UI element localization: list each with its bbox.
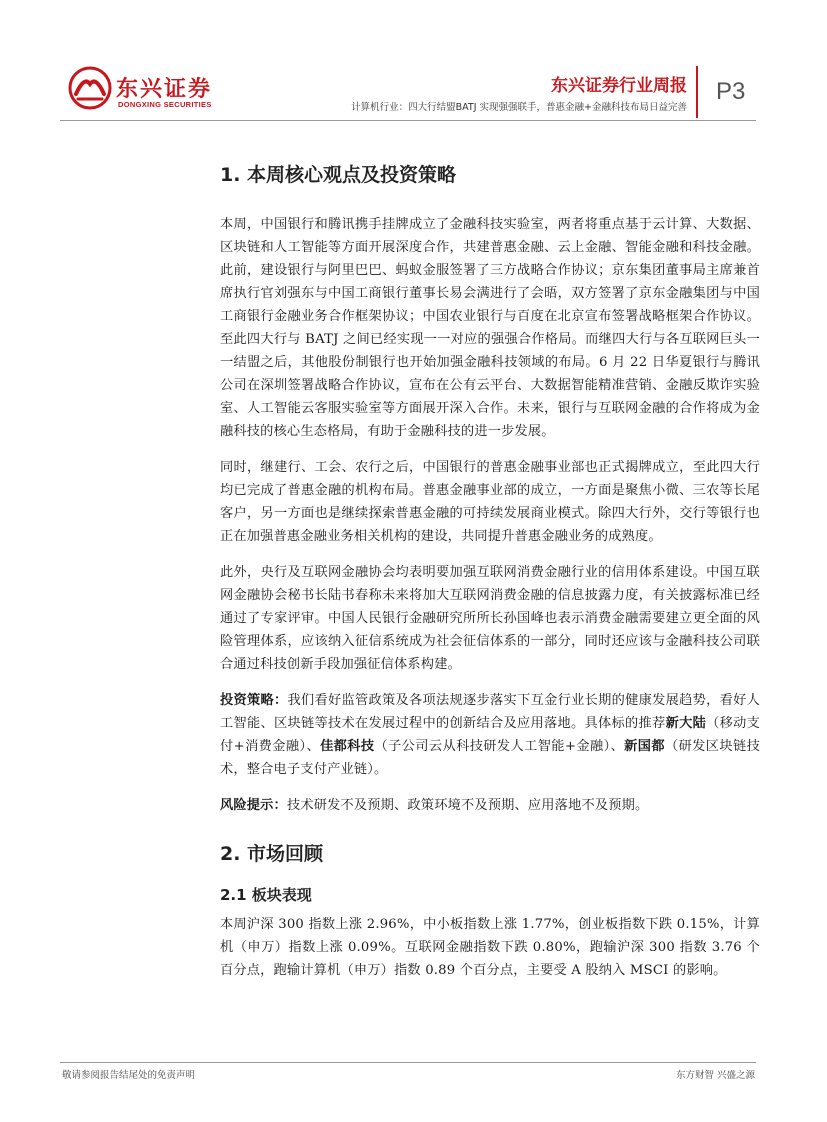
logo-emblem-icon <box>68 66 112 110</box>
paragraph-risk-warning <box>220 794 760 817</box>
paragraph-index-performance: 本周沪深 300 指数上涨 2.96%，中小板指数上涨 1.77%，创业板指数下跌 0.15%，计算机（申万）指数上涨 0.09%。互联网金融指数下跌 0.80%，跑输沪深 300 指数 3.76 个百分点，跑输计算机（申万）指数 0.89 个百分点，主要受 A 股纳入 MSCI 的影响。 <box>220 917 760 978</box>
strategy-text-4: （研发区块链技术，整合电子支付产业链）。 <box>220 739 760 777</box>
paragraph-investment-strategy <box>220 689 760 781</box>
page-number: P3 <box>716 78 746 105</box>
report-body <box>220 140 760 995</box>
risk-label: 风险提示： <box>220 798 287 813</box>
footer-disclaimer: 敬请参阅报告结尾处的免责声明 <box>62 1070 196 1081</box>
stock-xinguodu: 新国都 <box>624 739 665 754</box>
page-header <box>0 0 827 125</box>
strategy-label: 投资策略： <box>220 693 288 708</box>
section-heading-market-review: 2. 市场回顾 <box>220 843 324 865</box>
section-heading-core-views: 1. 本周核心观点及投资策略 <box>220 164 457 186</box>
stock-jiadu: 佳都科技 <box>320 739 375 754</box>
paragraph-credit-system: 此外，央行及互联网金融协会均表明要加强互联网消费金融行业的信用体系建设。中国互联网金融协会秘书长陆书春称未来将加大互联网消费金融的信息披露力度，有关披露标准已经通过了专家评审。中国人民银行金融研究所所长孙国峰也表示消费金融需要建立更全面的风险管理体系，应该纳入征信系统成为社会征信体系的一部分，同时还应该与金融科技公司联合通过科技创新手段加强征信体系构建。 <box>220 565 760 672</box>
header-rule <box>60 120 756 121</box>
strategy-text-2: （移动支付+消费金融）、 <box>220 716 760 754</box>
subsection-heading-sector-performance: 2.1 板块表现 <box>220 886 312 904</box>
paragraph-bank-tech-cooperation: 本周，中国银行和腾讯携手挂牌成立了金融科技实验室，两者将重点基于云计算、大数据、区块链和人工智能等方面开展深度合作，共建普惠金融、云上金融、智能金融和科技金融。此前，建设银行与阿里巴巴、蚂蚁金服签署了三方战略合作协议；京东集团董事局主席兼首席执行官刘强东与中国工商银行董事长易会满进行了会晤，双方签署了京东金融集团与中国工商银行金融业务合作框架协议；中国农业银行与百度在北京宣布签署战略框架合作协议。至此四大行与 BATJ 之间已经实现一一对应的强强合作格局。而继四大行与各互联网巨头一一结盟之后，其他股份制银行也开始加强金融科技领域的布局。6 月 22 日华夏银行与腾讯公司在深圳签署战略合作协议，宣布在公有云平台、大数据智能精准营销、金融反欺诈实验室、人工智能云客服实验室等方面展开深入合作。未来，银行与互联网金融的合作将成为金融科技的核心生态格局，有助于金融科技的进一步发展。 <box>220 217 760 439</box>
risk-text: 技术研发不及预期、政策环境不及预期、应用落地不及预期。 <box>286 798 649 813</box>
logo-text-cn: 东兴证券 <box>116 77 213 102</box>
paragraph-inclusive-finance: 同时，继建行、工会、农行之后，中国银行的普惠金融事业部也正式揭牌成立，至此四大行均已完成了普惠金融的机构布局。普惠金融事业部的成立，一方面是聚焦小微、三农等长尾客户，另一方面也是继续探索普惠金融的可持续发展商业模式。除四大行外，交行等银行也正在加强普惠金融业务相关机构的建设，共同提升普惠金融业务的成熟度。 <box>220 460 760 544</box>
footer-slogan: 东方财智 兴盛之源 <box>675 1070 755 1081</box>
report-subtitle: 计算机行业：四大行结盟BATJ 实现强强联手，普惠金融+金融科技布局日益完善 <box>351 102 687 113</box>
company-logo <box>68 66 243 114</box>
stock-xindalu: 新大陆 <box>665 716 707 731</box>
report-title: 东兴证券行业周报 <box>551 76 687 96</box>
header-divider <box>696 66 698 118</box>
footer-rule <box>60 1062 756 1063</box>
strategy-text-3: （子公司云从科技研发人工智能+金融）、 <box>374 739 625 754</box>
logo-text-en: DONGXING SECURITIES <box>118 100 212 109</box>
strategy-text-1: 我们看好监管政策及各项法规逐步落实下互金行业长期的健康发展趋势，看好人工智能、区块链等技术在发展过程中的创新结合及应用落地。具体标的推荐 <box>220 693 760 731</box>
